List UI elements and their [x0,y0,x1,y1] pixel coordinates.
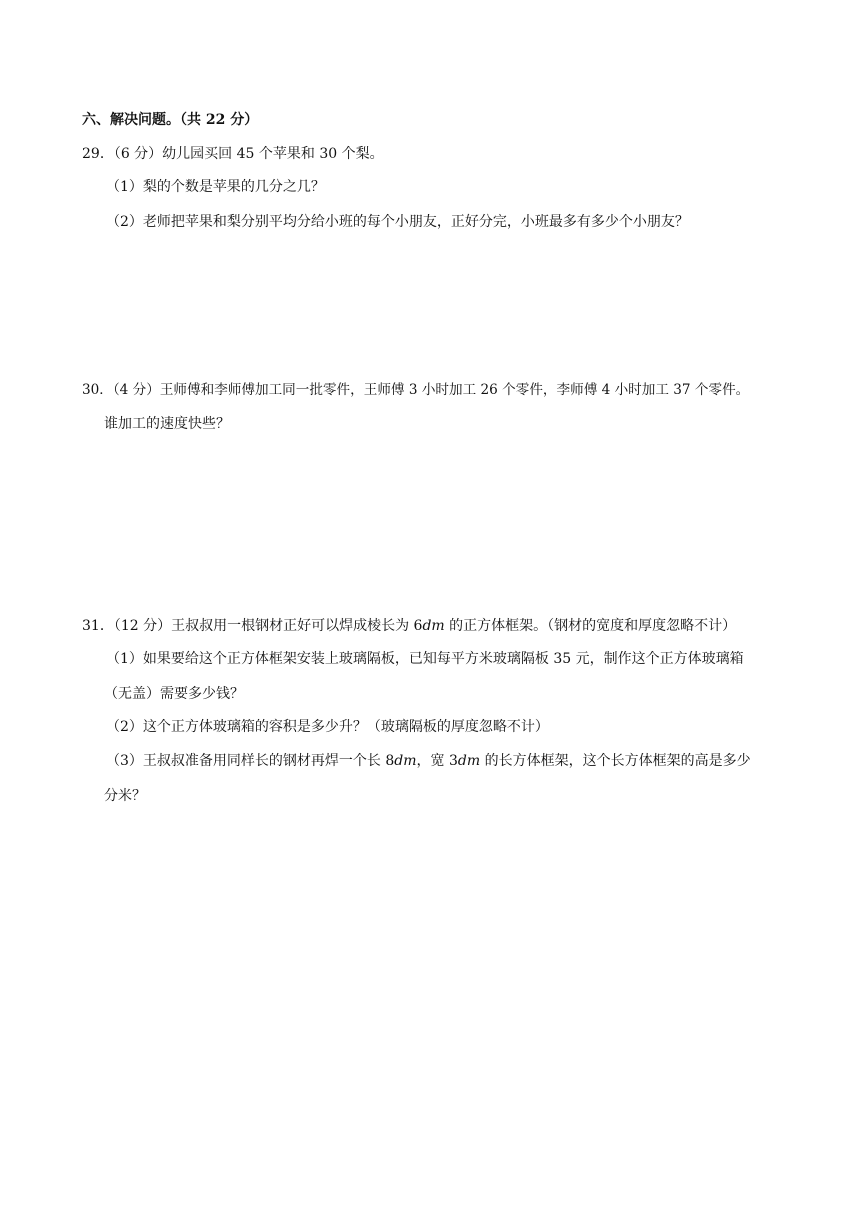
question-31-stem-part-a: 31．（12 分）王叔叔用一根钢材正好可以焊成棱长为 6 [82,618,423,634]
question-31-sub-3-part-b: ，宽 3 [416,753,458,769]
question-31-sub-2: （2）这个正方体玻璃箱的容积是多少升？（玻璃隔板的厚度忽略不计） [106,719,549,735]
question-31-stem [82,617,736,635]
question-29-sub-1: （1）梨的个数是苹果的几分之几？ [106,179,325,195]
question-31-sub-1-line-1: （1）如果要给这个正方体框架安装上玻璃隔板，已知每平方米玻璃隔板 35 元，制作这个正方体玻璃箱 [106,651,744,667]
question-29-stem: 29．（6 分）幼儿园买回 45 个苹果和 30 个梨。 [82,146,384,162]
question-31-sub-3-part-a: （3）王叔叔准备用同样长的钢材再焊一个长 8 [106,753,395,769]
unit-dm: dm [394,753,417,769]
section-title: 六、解决问题。（共 22 分） [82,112,259,128]
question-31-sub-3-part-c: 的长方体框架，这个长方体框架的高是多少 [480,753,751,769]
unit-dm: dm [422,618,445,634]
question-30-stem-line-1: 30．（4 分）王师傅和李师傅加工同一批零件，王师傅 3 小时加工 26 个零件，李师傅 4 小时加工 37 个零件。 [82,382,750,398]
question-29-sub-2: （2）老师把苹果和梨分别平均分给小班的每个小朋友，正好分完，小班最多有多少个小朋友？ [106,214,689,230]
question-31-sub-3-line-2: 分米？ [104,788,146,804]
unit-dm: dm [457,753,481,769]
question-30-stem-line-2: 谁加工的速度快些？ [104,416,230,432]
question-31-sub-3-line-1 [106,752,751,770]
question-31-sub-1-line-2: （无盖）需要多少钱？ [104,686,244,702]
question-31-stem-part-b: 的正方体框架。（钢材的宽度和厚度忽略不计） [444,618,737,634]
